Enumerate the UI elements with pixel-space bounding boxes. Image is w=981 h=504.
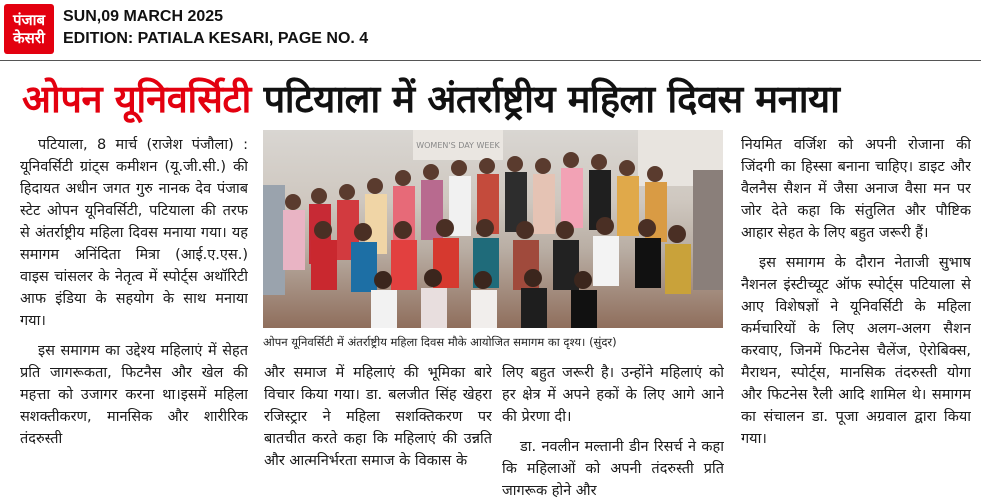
masthead bbox=[0, 0, 981, 60]
event-photo bbox=[263, 130, 723, 328]
article-paragraph: इस समागम का उद्देश्य महिलाएं में सेहत प्रति जागरूकता, फिटनैस और खेल की महत्ता को उजागर करना था।इसमें महिला सशक्तीकरण, मानसिक और शारीरिक तंदरुस्ती bbox=[20, 343, 248, 447]
photo-banner-text: WOMEN'S DAY WEEK bbox=[416, 141, 500, 150]
edition-meta bbox=[63, 6, 368, 50]
photo-left-standee bbox=[263, 185, 285, 295]
edition-info: EDITION: PATIALA KESARI, PAGE NO. 4 bbox=[63, 30, 369, 47]
headline-red-part: ओपन यूनिवर्सिटी bbox=[22, 77, 251, 121]
newspaper-logo bbox=[4, 4, 54, 54]
logo-line-1: पंजाब bbox=[12, 11, 46, 29]
publication-date: SUN,09 MARCH 2025 bbox=[63, 8, 224, 25]
article-column-4 bbox=[741, 134, 971, 504]
article-paragraph: डा. नवलीन मल्तानी डीन रिसर्च ने कहा कि महिलाओं को अपनी तंदरुस्ती प्रति जागरूक होने और bbox=[502, 439, 724, 499]
article-column-2 bbox=[264, 362, 492, 504]
article-column-1 bbox=[20, 134, 248, 504]
group-photo-illustration bbox=[263, 130, 723, 328]
article-paragraph: पटियाला, 8 मार्च (राजेश पंजौला) : यूनिवर्सिटी ग्रांट्स कमीशन (यू.जी.सी.) की हिदायत अधीन जगत गुरु नानक देव पंजाब स्टेट ओपन यूनिवर्सिटी, पटियाला की तरफ से अंतर्राष्ट्रीय महिला दिवस मनाया गया। यह समागम अनिंदिता मित्रा (आई.ए.एस.) वाइस चांसलर के नेतृत्व में स्पोर्ट्स अथॉरिटी आफ इंडिया के सहयोग के साथ मनाया गया। bbox=[20, 137, 248, 329]
article-paragraph: नियमित वर्जिश को अपनी रोजाना की जिंदगी का हिस्सा बनाना चाहिए। डाइट और वैलनैस सैशन में जैसा अनाज वैसा मन पर जोर देते कहा कि संतुलित और पौष्टिक आहार सेहत के लिए बहुत जरूरी हैं। bbox=[741, 137, 971, 241]
article-column-3 bbox=[502, 362, 724, 504]
article-headline bbox=[22, 74, 839, 124]
photo-caption: ओपन यूनिवर्सिटी में अंतर्राष्ट्रीय महिला दिवस मौके आयोजित समागम का दृश्य। (सुंदर) bbox=[263, 335, 617, 349]
headline-black-part: पटियाला में अंतर्राष्ट्रीय महिला दिवस मनाया bbox=[250, 77, 840, 121]
article-paragraph: लिए बहुत जरूरी है। उन्होंने महिलाएं को हर क्षेत्र में अपने हकों के लिए आगे आने की प्रेरणा दी। bbox=[502, 365, 724, 425]
photo-right-standee bbox=[693, 170, 723, 290]
logo-line-2: केसरी bbox=[13, 29, 45, 47]
masthead-divider bbox=[0, 60, 981, 61]
article-paragraph: और समाज में महिलाएं की भूमिका बारे विचार किया गया। डा. बलजीत सिंह खेहरा रजिस्ट्रार ने महिला सशक्तिकरण पर बातचीत करते कहा कि महिलाएं की उन्नति और आत्मनिर्भरता समाज के विकास के bbox=[264, 365, 492, 469]
article-paragraph: इस समागम के दौरान नेताजी सुभाष नैशनल इंस्टीच्यूट ऑफ स्पोर्ट्स पटियाला से आए विशेषज्ञों ने यूनिवर्सिटी के महिला कर्मचारियों के लिए अलग-अलग सैशन करवाए, जिनमें फिटनेस चैलेंज, ऐरोबिक्स, मैराथन, स्पोर्ट्स, मानसिक तंदरुस्ती योगा और फिटनेस रैली आदि शामिल थे। समागम का संचालन डा. पूजा अग्रवाल द्वारा किया गया। bbox=[741, 255, 971, 447]
